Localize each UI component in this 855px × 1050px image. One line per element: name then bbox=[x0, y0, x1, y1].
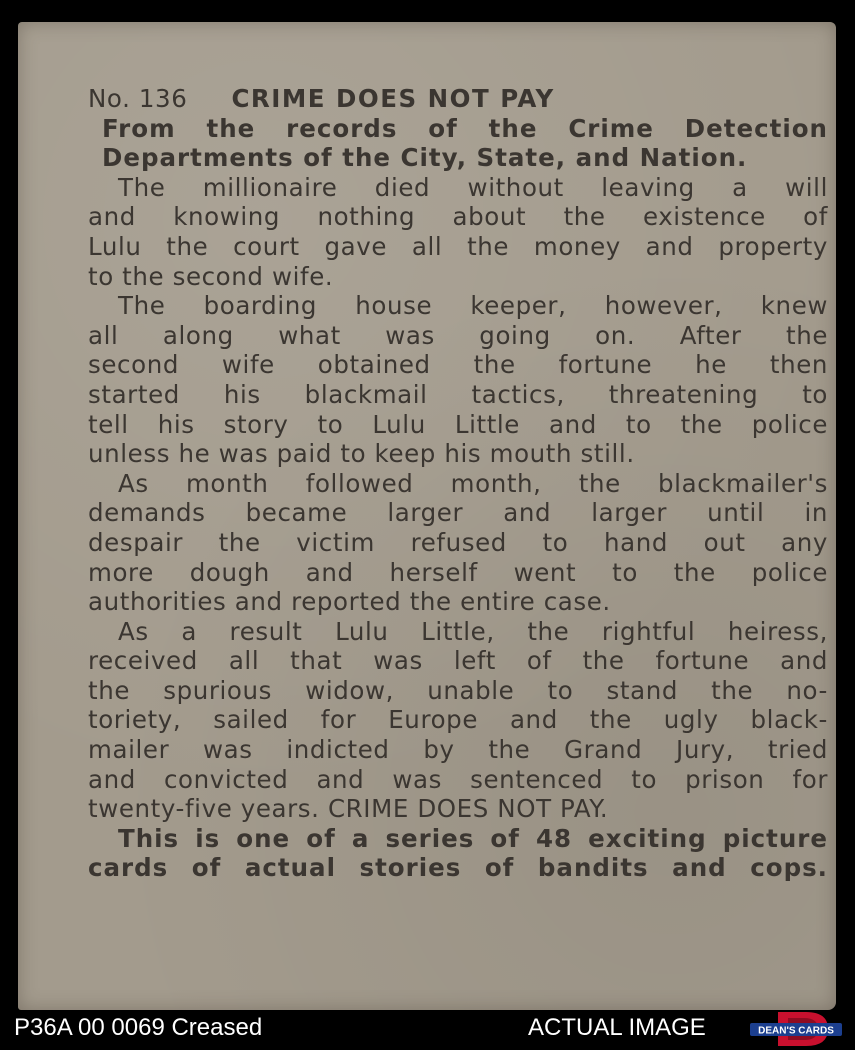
paragraph-line: received all that was left of the fortune and bbox=[88, 646, 828, 676]
paragraph-line: all along what was going on. After the bbox=[88, 320, 828, 350]
paragraph-line: and convicted and was sentenced to prison for bbox=[88, 764, 828, 794]
closing-line: This is one of a series of 48 exciting picture bbox=[118, 823, 828, 853]
paragraph-line: second wife obtained the fortune he then bbox=[88, 350, 828, 380]
paragraph-line: As month followed month, the blackmailer's bbox=[118, 468, 828, 498]
card-text-block bbox=[88, 84, 828, 883]
paragraph-line: the spurious widow, unable to stand the no- bbox=[88, 675, 828, 705]
paragraph-line: tell his story to Lulu Little and to the police bbox=[88, 409, 828, 439]
paragraph-line: toriety, sailed for Europe and the ugly black- bbox=[88, 705, 828, 735]
catalog-label: P36A 00 0069 Creased bbox=[14, 1014, 263, 1041]
logo-text: DEAN'S CARDS bbox=[758, 1025, 834, 1037]
closing-line: cards of actual stories of bandits and cops. bbox=[88, 853, 828, 883]
paragraph-line: to the second wife. bbox=[88, 261, 334, 291]
paragraph-line: mailer was indicted by the Grand Jury, tried bbox=[88, 735, 828, 765]
paragraph-line: twenty-five years. CRIME DOES NOT PAY. bbox=[88, 794, 609, 824]
listing-footer bbox=[0, 1010, 855, 1050]
actual-image-label: ACTUAL IMAGE bbox=[528, 1014, 706, 1041]
deans-cards-logo bbox=[748, 1010, 844, 1048]
paragraph-line: unless he was paid to keep his mouth still. bbox=[88, 439, 635, 469]
card-title: CRIME DOES NOT PAY bbox=[231, 84, 555, 113]
paragraph-line: demands became larger and larger until in bbox=[88, 498, 828, 528]
subtitle-line: From the records of the Crime Detection bbox=[102, 113, 828, 143]
paragraph-line: despair the victim refused to hand out any bbox=[88, 527, 828, 557]
paragraph-line: more dough and herself went to the police bbox=[88, 557, 828, 587]
paragraph-line: authorities and reported the entire case. bbox=[88, 587, 611, 617]
paragraph-line: and knowing nothing about the existence of bbox=[88, 202, 828, 232]
subtitle-line: Departments of the City, State, and Nation. bbox=[102, 143, 748, 173]
card-number: No. 136 bbox=[88, 84, 188, 113]
paragraph-line: Lulu the court gave all the money and property bbox=[88, 231, 828, 261]
paragraph-line: As a result Lulu Little, the rightful heiress, bbox=[118, 616, 828, 646]
paragraph-line: started his blackmail tactics, threatening to bbox=[88, 379, 828, 409]
card-header bbox=[88, 84, 828, 114]
trading-card-back bbox=[18, 22, 836, 1010]
paragraph-line: The boarding house keeper, however, knew bbox=[118, 291, 828, 321]
paragraph-line: The millionaire died without leaving a will bbox=[118, 172, 828, 202]
